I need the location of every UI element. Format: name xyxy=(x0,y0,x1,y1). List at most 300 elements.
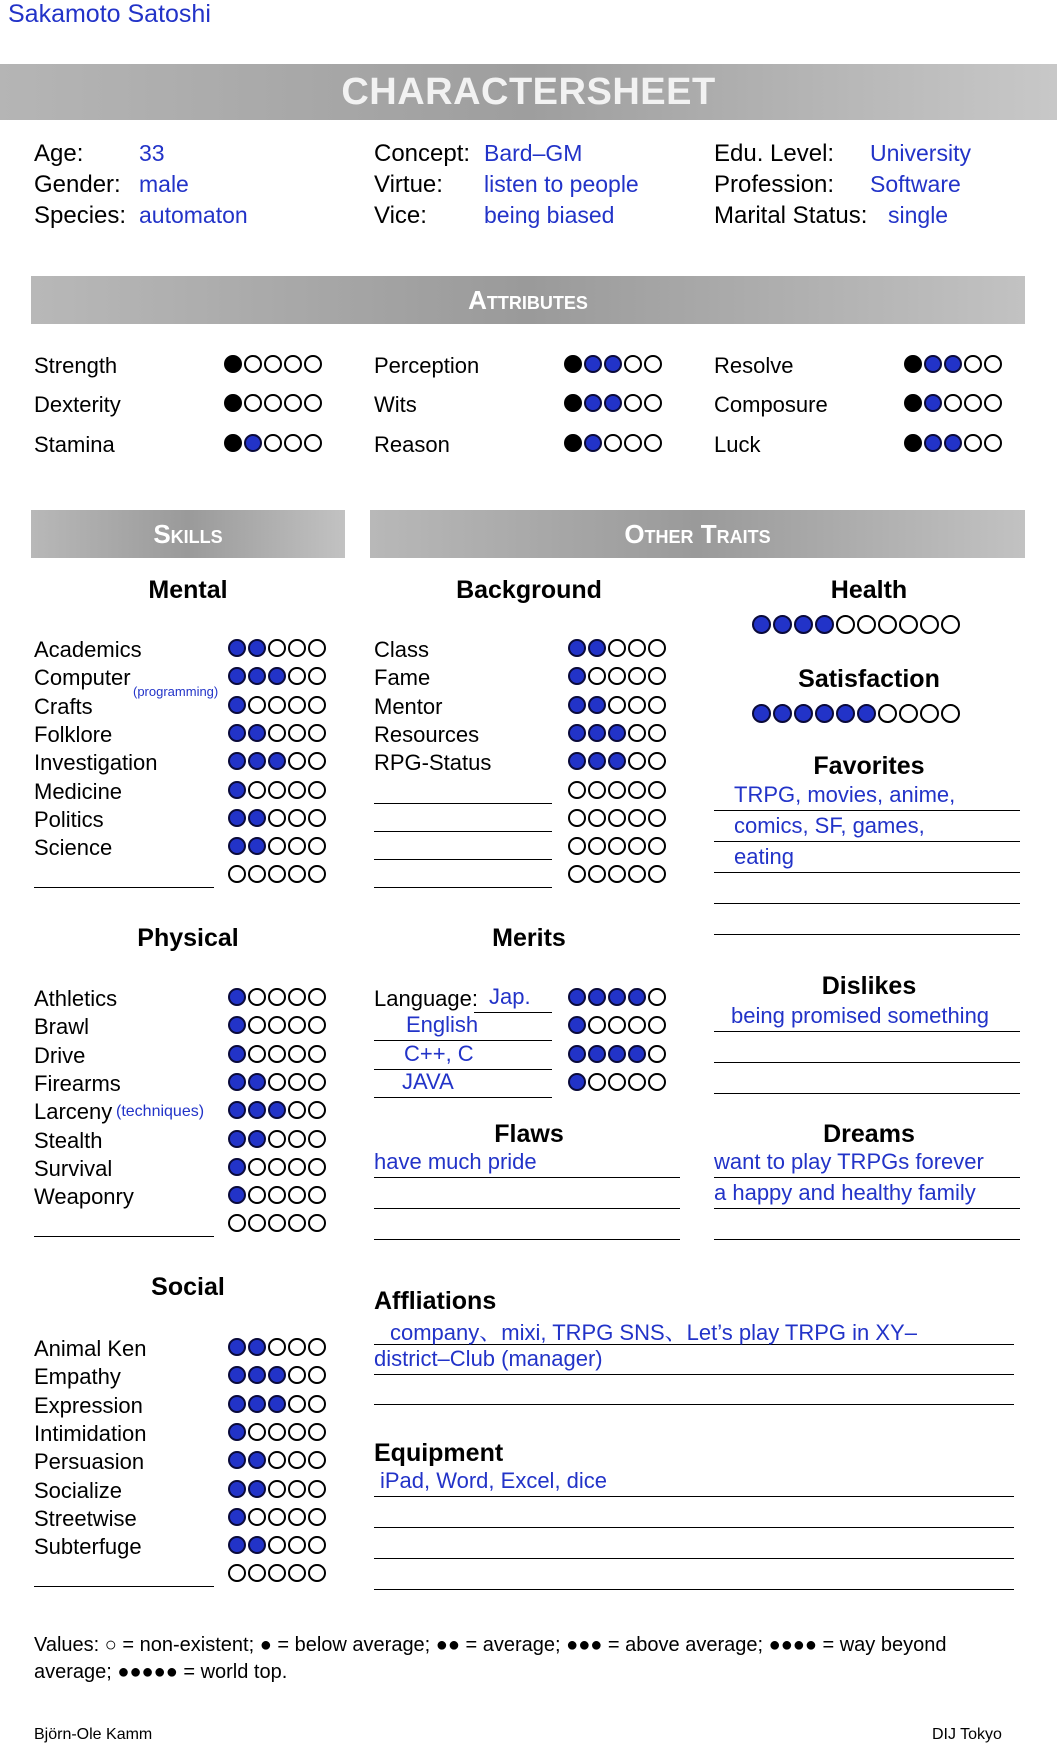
empty-dot-icon xyxy=(268,1016,286,1034)
blank-background-line xyxy=(374,887,552,888)
dislikes-title: Dislikes xyxy=(821,972,917,1000)
flaws-text: have much pride xyxy=(374,1149,537,1174)
black-dot-icon xyxy=(224,355,242,373)
blue-dot-icon xyxy=(248,1338,266,1356)
skill-dots xyxy=(228,1480,326,1498)
merit-line xyxy=(374,1097,552,1098)
skill-dots xyxy=(228,809,326,827)
blue-dot-icon xyxy=(628,1045,646,1063)
empty-dot-icon xyxy=(648,724,666,742)
skill-label: Survival xyxy=(34,1155,113,1181)
blue-dot-icon xyxy=(228,696,246,714)
empty-dot-icon xyxy=(648,752,666,770)
empty-dot-icon xyxy=(308,1186,326,1204)
empty-dot-icon xyxy=(941,615,960,634)
empty-dot-icon xyxy=(248,1045,266,1063)
empty-dot-icon xyxy=(288,1366,306,1384)
attribute-dots xyxy=(224,394,322,412)
blue-dot-icon xyxy=(228,639,246,657)
empty-dot-icon xyxy=(648,809,666,827)
concept-label: Concept: xyxy=(374,140,471,167)
attribute-dots xyxy=(564,394,662,412)
empty-dot-icon xyxy=(288,837,306,855)
blue-dot-icon xyxy=(588,752,606,770)
merit-dots xyxy=(568,1073,666,1091)
blue-dot-icon xyxy=(248,809,266,827)
empty-dot-icon xyxy=(648,837,666,855)
black-dot-icon xyxy=(224,434,242,452)
empty-dot-icon xyxy=(268,1338,286,1356)
skill-dots xyxy=(228,1508,326,1526)
empty-dot-icon xyxy=(288,1045,306,1063)
vice-value: being biased xyxy=(484,202,615,228)
empty-dot-icon xyxy=(288,1186,306,1204)
dislikes-line xyxy=(714,1031,1020,1032)
blank-skill-line xyxy=(34,887,214,888)
blue-dot-icon xyxy=(944,355,962,373)
empty-dot-icon xyxy=(648,1016,666,1034)
skill-label: Animal Ken xyxy=(34,1336,147,1361)
favorites-line xyxy=(714,903,1020,904)
other-traits-header: Other Traits xyxy=(370,510,1025,558)
empty-dot-icon xyxy=(288,1214,306,1232)
skill-label: Stealth xyxy=(34,1127,103,1153)
empty-dot-icon xyxy=(288,1451,306,1469)
attribute-dots xyxy=(564,355,662,373)
empty-dot-icon xyxy=(964,434,982,452)
age-value: 33 xyxy=(139,140,165,166)
flaws-line xyxy=(374,1177,680,1178)
gender-value: male xyxy=(139,171,189,197)
skill-label: Investigation xyxy=(34,750,158,776)
empty-dot-icon xyxy=(628,865,646,883)
empty-dot-icon xyxy=(308,1214,326,1232)
blue-dot-icon xyxy=(584,355,602,373)
blue-dot-icon xyxy=(268,667,286,685)
empty-dot-icon xyxy=(899,615,918,634)
empty-dot-icon xyxy=(248,1214,266,1232)
marital-status-label: Marital Status: xyxy=(714,202,868,229)
empty-dot-icon xyxy=(644,434,662,452)
marital-status-value: single xyxy=(888,202,949,228)
empty-dot-icon xyxy=(268,1158,286,1176)
empty-dot-icon xyxy=(268,1508,286,1526)
empty-dot-icon xyxy=(284,434,302,452)
skill-dots xyxy=(228,865,326,883)
blue-dot-icon xyxy=(228,1016,246,1034)
species-value: automaton xyxy=(139,202,248,228)
virtue-value: listen to people xyxy=(484,171,639,197)
empty-dot-icon xyxy=(648,865,666,883)
blue-dot-icon xyxy=(248,837,266,855)
merit-value: C++, C xyxy=(404,1040,474,1066)
merits-title: Merits xyxy=(492,924,566,952)
favorites-text: TRPG, movies, anime, xyxy=(734,782,956,807)
skill-label: Science xyxy=(34,835,113,861)
favorites-text: comics, SF, games, xyxy=(734,813,925,838)
blue-dot-icon xyxy=(228,1536,246,1554)
blue-dot-icon xyxy=(773,615,792,634)
empty-dot-icon xyxy=(920,615,939,634)
footer-author: Björn-Ole Kamm xyxy=(34,1726,153,1743)
affiliations-text: company、mixi, TRPG SNS、Let’s play TRPG in XY– xyxy=(390,1320,917,1345)
empty-dot-icon xyxy=(588,1073,606,1091)
background-label: RPG-Status xyxy=(374,750,492,776)
blue-dot-icon xyxy=(604,355,622,373)
empty-dot-icon xyxy=(648,696,666,714)
empty-dot-icon xyxy=(308,988,326,1006)
background-label: Class xyxy=(374,637,430,662)
blank-background-line xyxy=(374,803,552,804)
empty-dot-icon xyxy=(608,639,626,657)
dreams-text: want to play TRPGs forever xyxy=(714,1149,984,1174)
blue-dot-icon xyxy=(857,704,876,723)
skill-label: Brawl xyxy=(34,1014,90,1040)
empty-dot-icon xyxy=(304,434,322,452)
empty-dot-icon xyxy=(878,615,897,634)
skill-specialty-note: (techniques) xyxy=(116,1103,205,1121)
dreams-text: a happy and healthy family xyxy=(714,1180,976,1205)
empty-dot-icon xyxy=(308,1045,326,1063)
social-title: Social xyxy=(151,1273,225,1301)
skill-label: Subterfuge xyxy=(34,1534,142,1560)
blue-dot-icon xyxy=(568,639,586,657)
merit-line xyxy=(374,1069,552,1070)
empty-dot-icon xyxy=(964,394,982,412)
empty-dot-icon xyxy=(648,667,666,685)
attribute-dots xyxy=(564,434,662,452)
favorites-line xyxy=(714,872,1020,873)
equipment-line xyxy=(374,1558,1014,1559)
empty-dot-icon xyxy=(984,355,1002,373)
blue-dot-icon xyxy=(794,704,813,723)
empty-dot-icon xyxy=(288,1395,306,1413)
empty-dot-icon xyxy=(248,1564,266,1582)
blank-skill-line xyxy=(34,1586,214,1587)
blue-dot-icon xyxy=(248,724,266,742)
footer-institute: DIJ Tokyo xyxy=(932,1726,1002,1743)
empty-dot-icon xyxy=(268,1451,286,1469)
empty-dot-icon xyxy=(268,809,286,827)
blue-dot-icon xyxy=(228,724,246,742)
empty-dot-icon xyxy=(568,781,586,799)
black-dot-icon xyxy=(564,355,582,373)
blue-dot-icon xyxy=(248,1536,266,1554)
equipment-line xyxy=(374,1527,1014,1528)
skill-dots xyxy=(228,781,326,799)
value-legend: Values: ○ = non-existent; ● = below average; ●● = average; ●●● = above average; ●●●● = way beyond average; ●●●●● = world top. xyxy=(34,1634,947,1683)
empty-dot-icon xyxy=(624,434,642,452)
skill-dots xyxy=(228,1536,326,1554)
merit-dots xyxy=(568,1016,666,1034)
empty-dot-icon xyxy=(308,837,326,855)
blue-dot-icon xyxy=(228,1451,246,1469)
skill-label: Empathy xyxy=(34,1364,121,1390)
empty-dot-icon xyxy=(228,1564,246,1582)
blue-dot-icon xyxy=(568,1045,586,1063)
empty-dot-icon xyxy=(268,781,286,799)
empty-dot-icon xyxy=(648,781,666,799)
empty-dot-icon xyxy=(568,809,586,827)
blue-dot-icon xyxy=(228,837,246,855)
empty-dot-icon xyxy=(288,667,306,685)
dislikes-line xyxy=(714,1093,1020,1094)
skill-dots xyxy=(228,837,326,855)
blue-dot-icon xyxy=(244,434,262,452)
blue-dot-icon xyxy=(228,1045,246,1063)
blue-dot-icon xyxy=(268,752,286,770)
blue-dot-icon xyxy=(924,394,942,412)
blue-dot-icon xyxy=(568,724,586,742)
empty-dot-icon xyxy=(628,809,646,827)
empty-dot-icon xyxy=(288,1508,306,1526)
attribute-label: Wits xyxy=(374,392,417,417)
skill-dots xyxy=(228,1338,326,1356)
merit-dots xyxy=(568,988,666,1006)
empty-dot-icon xyxy=(608,809,626,827)
language-label: Language: xyxy=(374,986,478,1011)
skill-dots xyxy=(228,1423,326,1441)
blue-dot-icon xyxy=(752,615,771,634)
background-dots xyxy=(568,696,666,714)
empty-dot-icon xyxy=(308,1130,326,1148)
blue-dot-icon xyxy=(568,696,586,714)
empty-dot-icon xyxy=(308,1423,326,1441)
empty-dot-icon xyxy=(268,1536,286,1554)
favorites-line xyxy=(714,810,1020,811)
health-title: Health xyxy=(830,576,908,604)
empty-dot-icon xyxy=(268,724,286,742)
black-dot-icon xyxy=(904,355,922,373)
dislikes-text: being promised something xyxy=(731,1003,990,1028)
empty-dot-icon xyxy=(308,1016,326,1034)
blue-dot-icon xyxy=(228,1186,246,1204)
blue-dot-icon xyxy=(815,704,834,723)
empty-dot-icon xyxy=(288,865,306,883)
empty-dot-icon xyxy=(228,865,246,883)
blue-dot-icon xyxy=(836,704,855,723)
skill-label: Drive xyxy=(34,1042,86,1068)
empty-dot-icon xyxy=(644,355,662,373)
empty-dot-icon xyxy=(264,355,282,373)
vice-label: Vice: xyxy=(374,202,427,229)
empty-dot-icon xyxy=(608,667,626,685)
empty-dot-icon xyxy=(264,434,282,452)
empty-dot-icon xyxy=(288,696,306,714)
blue-dot-icon xyxy=(815,615,834,634)
attribute-label: Luck xyxy=(714,432,761,457)
empty-dot-icon xyxy=(268,1186,286,1204)
empty-dot-icon xyxy=(268,837,286,855)
blank-background-line xyxy=(374,831,552,832)
merit-line xyxy=(474,1012,552,1013)
empty-dot-icon xyxy=(648,639,666,657)
blue-dot-icon xyxy=(568,988,586,1006)
blue-dot-icon xyxy=(228,809,246,827)
merit-value: Jap. xyxy=(489,984,531,1009)
blue-dot-icon xyxy=(248,1395,266,1413)
empty-dot-icon xyxy=(308,1073,326,1091)
blue-dot-icon xyxy=(228,1366,246,1384)
favorites-line xyxy=(714,934,1020,935)
empty-dot-icon xyxy=(228,1214,246,1232)
skill-label: Firearms xyxy=(34,1070,121,1096)
mental-title: Mental xyxy=(148,576,228,604)
empty-dot-icon xyxy=(628,639,646,657)
skill-dots xyxy=(228,696,326,714)
info-col-2 xyxy=(374,138,639,231)
blue-dot-icon xyxy=(588,639,606,657)
flaws-line xyxy=(374,1239,680,1240)
empty-dot-icon xyxy=(984,434,1002,452)
blue-dot-icon xyxy=(228,1158,246,1176)
empty-dot-icon xyxy=(284,355,302,373)
equipment-text: iPad, Word, Excel, dice xyxy=(380,1468,608,1493)
skill-dots xyxy=(228,1016,326,1034)
empty-dot-icon xyxy=(268,865,286,883)
info-col-3 xyxy=(714,138,971,231)
empty-dot-icon xyxy=(624,394,642,412)
empty-dot-icon xyxy=(268,1214,286,1232)
empty-dot-icon xyxy=(984,394,1002,412)
blue-dot-icon xyxy=(752,704,771,723)
blue-dot-icon xyxy=(568,1016,586,1034)
blue-dot-icon xyxy=(248,639,266,657)
empty-dot-icon xyxy=(244,394,262,412)
empty-dot-icon xyxy=(588,667,606,685)
empty-dot-icon xyxy=(288,1130,306,1148)
equipment-line xyxy=(374,1496,1014,1497)
empty-dot-icon xyxy=(308,809,326,827)
blue-dot-icon xyxy=(228,1423,246,1441)
blue-dot-icon xyxy=(568,667,586,685)
empty-dot-icon xyxy=(248,988,266,1006)
skill-dots xyxy=(228,1395,326,1413)
concept-value: Bard–GM xyxy=(484,140,583,166)
background-label: Resources xyxy=(374,721,480,747)
blue-dot-icon xyxy=(228,1101,246,1119)
merit-value: English xyxy=(406,1012,479,1038)
empty-dot-icon xyxy=(857,615,876,634)
equipment-title: Equipment xyxy=(374,1439,504,1467)
empty-dot-icon xyxy=(628,667,646,685)
dislikes-line xyxy=(714,1062,1020,1063)
skill-label: Crafts xyxy=(34,693,93,719)
dreams-title: Dreams xyxy=(823,1120,915,1148)
profession-value: Software xyxy=(870,171,961,197)
physical-title: Physical xyxy=(137,924,239,952)
attribute-label: Composure xyxy=(714,392,828,417)
blue-dot-icon xyxy=(604,394,622,412)
empty-dot-icon xyxy=(648,1045,666,1063)
attribute-dots xyxy=(904,394,1002,412)
blue-dot-icon xyxy=(924,355,942,373)
attribute-label: Strength xyxy=(34,353,118,378)
black-dot-icon xyxy=(564,394,582,412)
blue-dot-icon xyxy=(588,696,606,714)
empty-dot-icon xyxy=(588,809,606,827)
empty-dot-icon xyxy=(608,1073,626,1091)
skill-label: Persuasion xyxy=(34,1449,145,1475)
skill-dots xyxy=(228,1451,326,1469)
empty-dot-icon xyxy=(308,639,326,657)
blue-dot-icon xyxy=(228,752,246,770)
empty-dot-icon xyxy=(941,704,960,723)
blue-dot-icon xyxy=(568,1073,586,1091)
gender-label: Gender: xyxy=(34,171,121,198)
attribute-dots xyxy=(904,355,1002,373)
skill-dots xyxy=(228,1073,326,1091)
skill-label: Medicine xyxy=(34,778,123,804)
skill-label: Intimidation xyxy=(34,1420,147,1446)
empty-dot-icon xyxy=(288,781,306,799)
empty-dot-icon xyxy=(268,1480,286,1498)
dreams-line xyxy=(714,1208,1020,1209)
empty-dot-icon xyxy=(268,1423,286,1441)
blue-dot-icon xyxy=(228,1073,246,1091)
empty-dot-icon xyxy=(608,1016,626,1034)
empty-dot-icon xyxy=(288,639,306,657)
empty-dot-icon xyxy=(568,837,586,855)
empty-dot-icon xyxy=(268,696,286,714)
affiliations-title: Affliations xyxy=(374,1287,497,1315)
empty-dot-icon xyxy=(588,837,606,855)
empty-dot-icon xyxy=(308,752,326,770)
blue-dot-icon xyxy=(268,1395,286,1413)
empty-dot-icon xyxy=(248,865,266,883)
age-label: Age: xyxy=(34,140,84,167)
blue-dot-icon xyxy=(228,1395,246,1413)
background-label: Mentor xyxy=(374,693,443,719)
blue-dot-icon xyxy=(228,1338,246,1356)
empty-dot-icon xyxy=(284,394,302,412)
empty-dot-icon xyxy=(628,781,646,799)
empty-dot-icon xyxy=(964,355,982,373)
attribute-dots xyxy=(224,355,322,373)
skill-label: Politics xyxy=(34,806,104,832)
empty-dot-icon xyxy=(308,1338,326,1356)
empty-dot-icon xyxy=(288,724,306,742)
attribute-label: Stamina xyxy=(34,432,115,457)
flaws-line xyxy=(374,1208,680,1209)
empty-dot-icon xyxy=(288,752,306,770)
blue-dot-icon xyxy=(608,1045,626,1063)
affiliations-text: district–Club (manager) xyxy=(374,1346,603,1371)
empty-dot-icon xyxy=(588,1016,606,1034)
skill-label: Larceny xyxy=(34,1099,113,1125)
empty-dot-icon xyxy=(308,1366,326,1384)
empty-dot-icon xyxy=(308,1480,326,1498)
blue-dot-icon xyxy=(228,667,246,685)
empty-dot-icon xyxy=(644,394,662,412)
skill-label: Folklore xyxy=(34,721,113,747)
dreams-line xyxy=(714,1239,1020,1240)
skill-label: Expression xyxy=(34,1392,143,1418)
blank-skill-line xyxy=(34,1236,214,1237)
empty-dot-icon xyxy=(248,1508,266,1526)
affiliations-line xyxy=(374,1374,1014,1375)
attribute-dots xyxy=(224,434,322,452)
empty-dot-icon xyxy=(878,704,897,723)
blue-dot-icon xyxy=(924,434,942,452)
empty-dot-icon xyxy=(248,781,266,799)
background-label: Fame xyxy=(374,665,431,691)
blue-dot-icon xyxy=(248,1073,266,1091)
empty-dot-icon xyxy=(288,988,306,1006)
empty-dot-icon xyxy=(608,865,626,883)
empty-dot-icon xyxy=(268,639,286,657)
blue-dot-icon xyxy=(228,1130,246,1148)
